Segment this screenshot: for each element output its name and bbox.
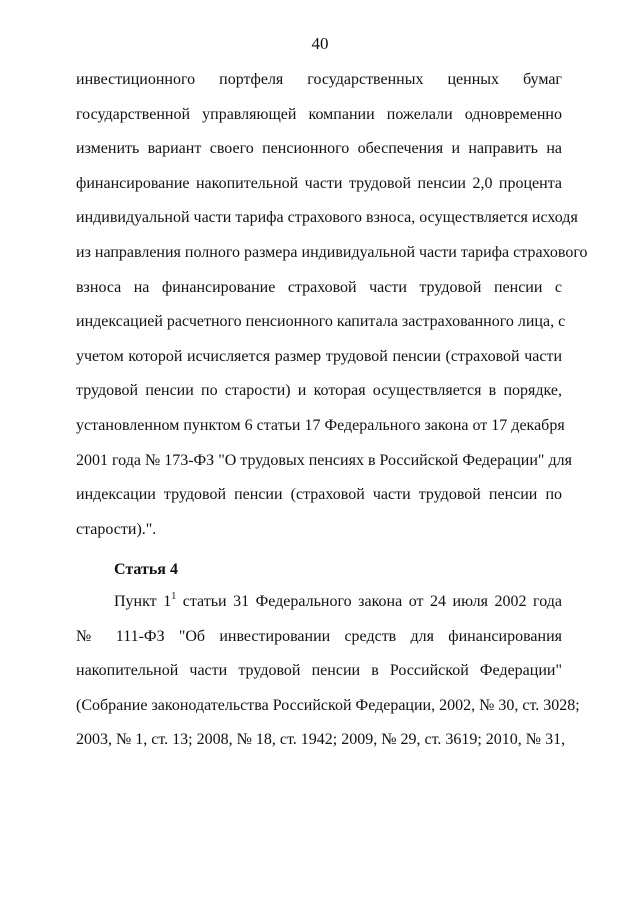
article-heading: Статья 4 <box>114 561 178 578</box>
text-line: инвестиционного портфеля государственных ценных бумаг <box>76 71 562 88</box>
page-number: 40 <box>311 34 329 53</box>
text-line: индексации трудовой пенсии (страховой части трудовой пенсии по <box>76 486 562 504</box>
text-line: учетом которой исчисляется размер трудовой пенсии (страховой части <box>76 347 562 365</box>
text-line: установленном пунктом 6 статьи 17 Федерального закона от 17 декабря <box>76 416 565 434</box>
text-line-first <box>76 585 562 620</box>
text-line: изменить вариант своего пенсионного обеспечения и направить на <box>76 140 562 158</box>
text-line: 2001 года № 173-ФЗ "О трудовых пенсиях в Российской Федерации" для <box>76 451 572 469</box>
text-line: трудовой пенсии по старости) и которая осуществляется в порядке, <box>76 382 562 400</box>
text-line: № 111-ФЗ "Об инвестировании средств для финансирования <box>76 627 562 645</box>
paragraph-continuation <box>76 63 588 547</box>
text-line: взноса на финансирование страховой части трудовой пенсии с <box>76 278 562 296</box>
text-line: (Собрание законодательства Российской Федерации, 2002, № 30, ст. 3028; <box>76 696 580 714</box>
text-line: государственной управляющей компании пожелали одновременно <box>76 105 562 123</box>
text-line: 2003, № 1, ст. 13; 2008, № 18, ст. 1942; 2009, № 29, ст. 3619; 2010, № 31, <box>76 731 566 749</box>
text-line: из направления полного размера индивидуальной части тарифа страхового <box>76 243 588 261</box>
text-line: старости).". <box>76 520 157 538</box>
text-segment: статьи 31 Федерального закона от 24 июля 2002 года <box>176 593 562 610</box>
text-line: накопительной части трудовой пенсии в Российской Федерации" <box>76 662 562 680</box>
text-line: индивидуальной части тарифа страхового взноса, осуществляется исходя <box>76 209 578 227</box>
article-paragraph <box>76 585 580 758</box>
text-segment: Пункт 1 <box>114 593 172 610</box>
text-line: индексацией расчетного пенсионного капитала застрахованного лица, с <box>76 313 566 331</box>
superscript-marker: 1 <box>171 591 177 602</box>
text-line: финансирование накопительной части трудовой пенсии 2,0 процента <box>76 174 562 192</box>
